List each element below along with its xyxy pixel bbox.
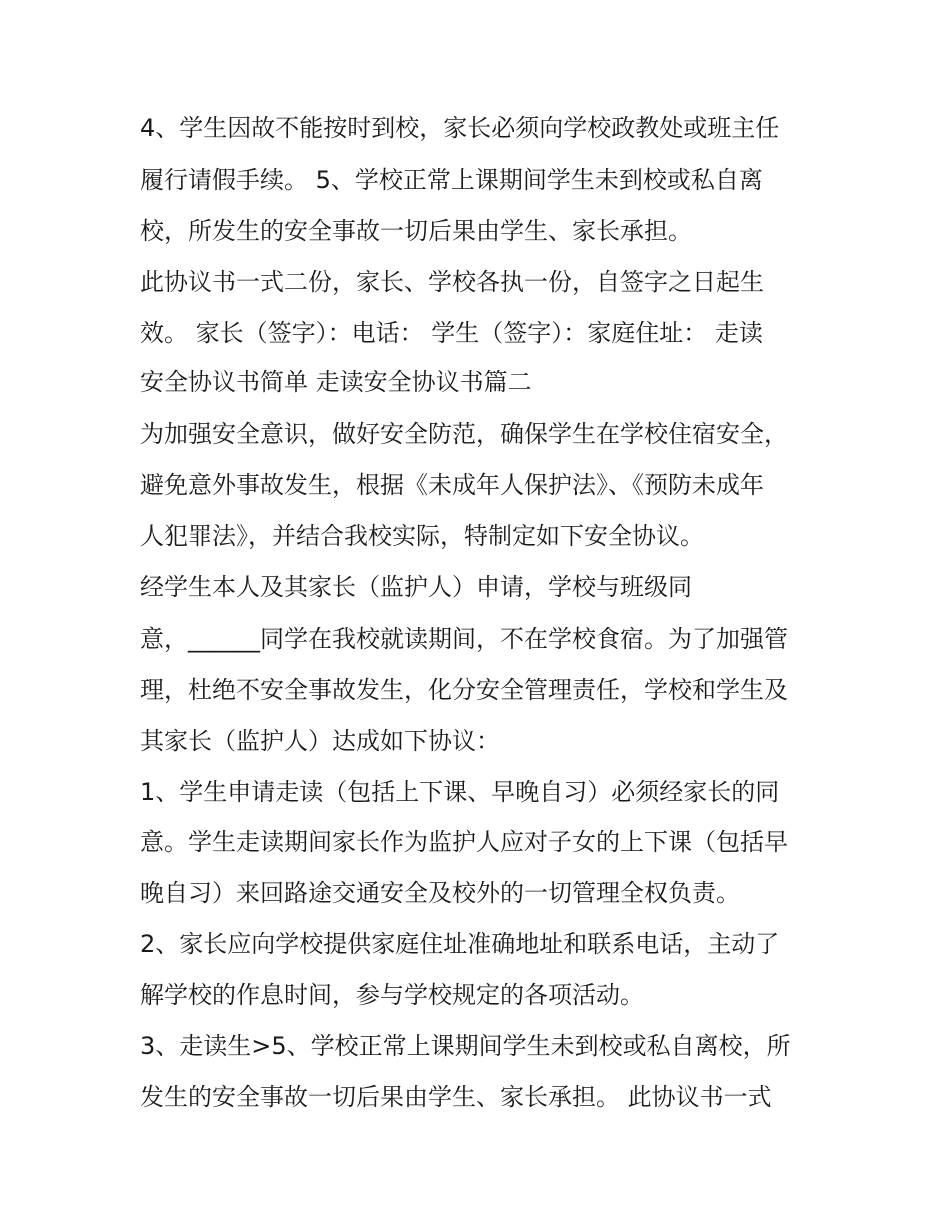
- text-line: 人犯罪法》，并结合我校实际，特制定如下安全协议。: [140, 522, 704, 550]
- text-line: 解学校的作息时间，参与学校规定的各项活动。: [140, 981, 644, 1009]
- text-line: 安全协议书简单 走读安全协议书篇二: [140, 368, 532, 396]
- text-line: 此协议书一式二份，家长、学校各执一份，自签字之日起生: [140, 268, 764, 296]
- text-line: 履行请假手续。 5、学校正常上课期间学生未到校或私自离: [140, 166, 763, 194]
- text-line: 2、家长应向学校提供家庭住址准确地址和联系电话，主动了: [140, 930, 780, 958]
- text-line: 为加强安全意识，做好安全防范，确保学生在学校住宿安全，: [140, 420, 788, 448]
- text-line: 校，所发生的安全事故一切后果由学生、家长承担。: [140, 217, 692, 245]
- text-line: 3、走读生>5、学校正常上课期间学生未到校或私自离校，所: [140, 1032, 791, 1060]
- text-line: 晚自习）来回路途交通安全及校外的一切管理全权负责。: [140, 879, 740, 907]
- text-line: 经学生本人及其家长（监护人）申请，学校与班级同: [140, 573, 692, 601]
- text-line: 1、学生申请走读（包括上下课、早晚自习）必须经家长的同: [140, 778, 780, 806]
- text-line: 意。学生走读期间家长作为监护人应对子女的上下课（包括早: [140, 828, 788, 856]
- text-line: 其家长（监护人）达成如下协议：: [140, 727, 500, 755]
- text-line: 效。 家长（签字）：电话： 学生（签字）：家庭住址： 走读: [140, 319, 763, 347]
- text-line: 4、学生因故不能按时到校，家长必须向学校政教处或班主任: [140, 114, 780, 142]
- text-line: 意，______同学在我校就读期间，不在学校食宿。为了加强管: [140, 625, 788, 653]
- text-line: 避免意外事故发生，根据《未成年人保护法》、《预防未成年: [140, 471, 764, 499]
- text-line: 理，杜绝不安全事故发生，化分安全管理责任，学校和学生及: [140, 676, 788, 704]
- text-line: 发生的安全事故一切后果由学生、家长承担。 此协议书一式: [140, 1083, 772, 1111]
